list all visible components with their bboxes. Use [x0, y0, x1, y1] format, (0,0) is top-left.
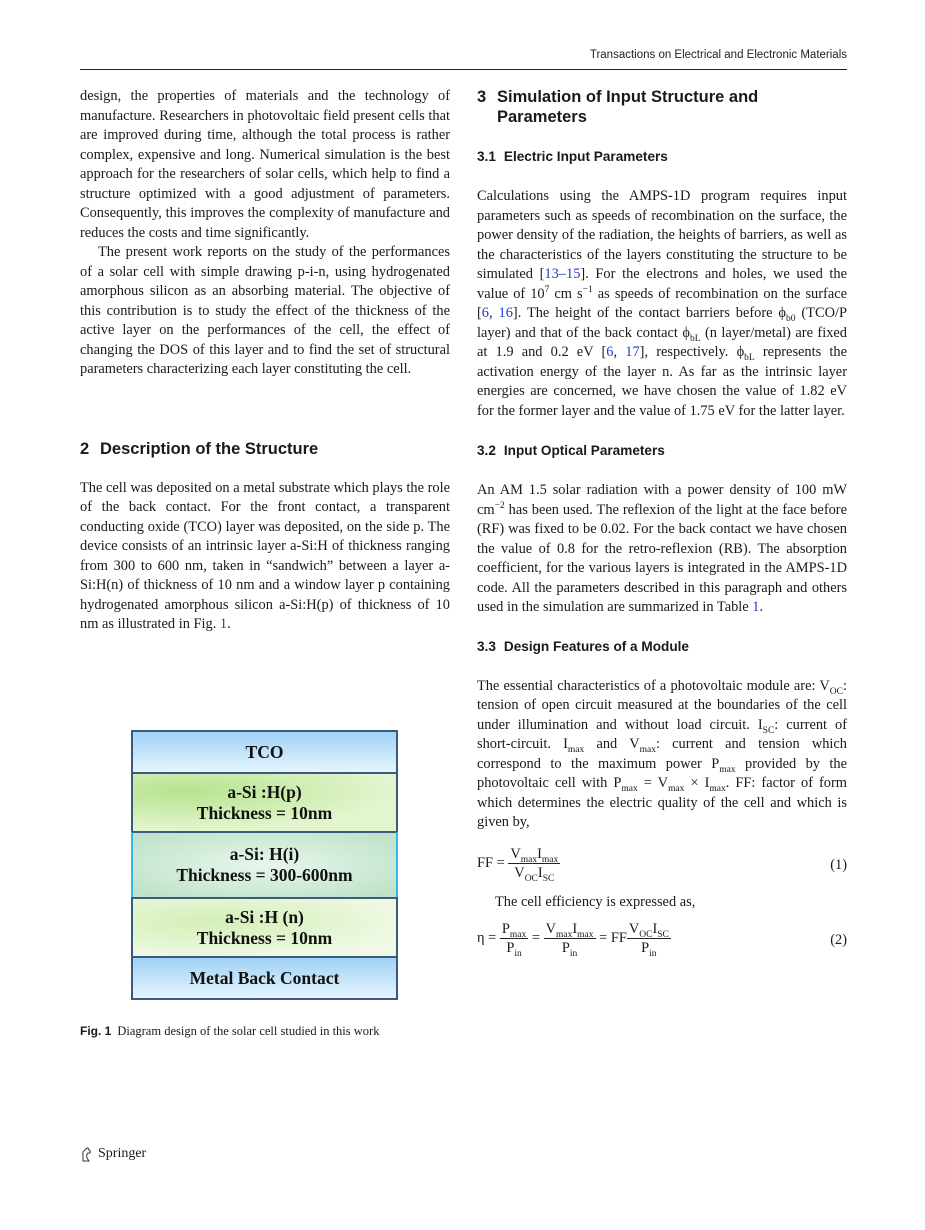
subsection-number: 3.2	[477, 443, 496, 458]
text-run: : current and tension which correspond to the maximum power P	[477, 736, 847, 772]
subsection-title: Input Optical Parameters	[503, 443, 665, 458]
symbol: P	[506, 940, 515, 956]
symbol: V	[510, 845, 521, 862]
symbol: I	[572, 921, 578, 937]
section-2-heading	[80, 439, 450, 459]
text-run: . FF: factor of form which determines the electric quality of the cell and which is given by,	[477, 775, 847, 830]
text-run: : tension of open circuit measured at the boundaries of the cell under illumination and without load circuit. I	[477, 677, 847, 733]
subscript: b0	[786, 313, 796, 324]
subsection-3-1-heading	[477, 148, 847, 166]
subscript: max	[709, 783, 726, 794]
subsection-3-3-paragraph	[477, 677, 847, 833]
citation-link[interactable]: 6	[481, 305, 489, 321]
symbol: V	[514, 864, 525, 881]
section-3-heading	[477, 87, 847, 127]
vi-max-fraction	[544, 920, 596, 957]
figure-label: Fig. 1	[80, 1024, 112, 1038]
text-run: cm s	[549, 285, 583, 302]
fraction-denominator	[512, 864, 556, 882]
subsection-title: Electric Input Parameters	[503, 149, 668, 164]
fraction-numerator	[500, 920, 528, 939]
citation-link[interactable]: 6	[606, 344, 614, 360]
layer-name: a-Si: H(i)	[229, 844, 300, 864]
fraction-numerator	[627, 920, 671, 939]
metal-back-contact-layer	[131, 956, 398, 1000]
equation-number: (1)	[830, 856, 847, 873]
section-title: Description of the Structure	[100, 439, 319, 458]
layer-thickness: Thickness = 10nm	[196, 802, 333, 823]
table-ref-link[interactable]: 1	[752, 599, 760, 615]
figure-ref-link[interactable]: 1	[219, 616, 228, 632]
fraction-denominator	[504, 939, 523, 957]
subsection-3-2-paragraph	[477, 481, 847, 618]
text-run: ], respectively. ϕ	[639, 344, 745, 360]
intro-paragraph-2: The present work reports on the study of the performances of a solar cell with simple drawing p-i-n, using hydrogenated amorphous silicon as an absorbing material. The objective of this contribution is to study the effect of the thickness of the active layer on the performances of the cell, the effect of changing the DOS of this layer and to find the set of structural parameters characterizing each layer constituting the cell.	[80, 244, 450, 377]
text-run: ,	[613, 344, 626, 360]
subsection-number: 3.3	[477, 638, 496, 654]
text-run: has been used. The reflexion of the light at the face before (RF) was fixed to be 0.02. For the back contact we have chosen the value of 0.8 for the retro-reflexion (RB). The absorption coefficient, for the various layers is integrated in the AMPS-1D code. All the parameters described in this paragraph and others used in the simulation are summarized in Table	[477, 501, 847, 615]
symbol: I	[537, 864, 543, 881]
section-number: 2	[80, 439, 90, 458]
subscript: SC	[762, 725, 775, 736]
subscript: max	[567, 744, 585, 755]
subscript: max	[577, 929, 594, 940]
layer-name: a-Si :H (n)	[225, 906, 304, 927]
equation-2	[477, 920, 847, 964]
equation-number: (2)	[830, 932, 847, 948]
subsection-title: Design Features of a Module	[503, 638, 689, 654]
symbol: P	[641, 940, 650, 956]
text-run: The cell was deposited on a metal substrate which plays the role of the back contact. For the front contact, a transparent conducting oxide (TCO) layer was deposited, on the side p. The device consists of an intrinsic layer a-Si:H of thickness ranging from 300 to 600 nm, taken in “sandwich” between a layer a-Si:H(n) of thickness of 10 nm and a window layer p containing hydrogenated amorphous silicon a-Si:H(p) of thickness of 10 nm as illustrated in Fig.	[80, 479, 450, 632]
subscript: max	[639, 744, 656, 755]
text-run: : current of short-circuit. I	[477, 716, 847, 752]
text-run: .	[759, 599, 764, 615]
text-run: = V	[637, 775, 669, 791]
subscript: bL	[689, 333, 701, 344]
subscript: OC	[829, 686, 843, 697]
layer-thickness: Thickness = 10nm	[196, 927, 333, 948]
text-run: An AM 1.5 solar radiation with a power density of 100 mW cm	[477, 482, 847, 518]
text-run: .	[227, 616, 231, 632]
subscript: max	[621, 783, 638, 794]
layer-name: a-Si :H(p)	[227, 781, 302, 802]
subscript: max	[555, 929, 573, 940]
section-number: 3	[477, 88, 487, 106]
ff-term: = FF	[599, 929, 627, 946]
subsection-3-3-heading	[477, 638, 847, 656]
subsection-number: 3.1	[477, 149, 496, 164]
subscript: max	[509, 929, 527, 940]
i-layer	[131, 831, 398, 899]
springer-horse-icon	[80, 1147, 92, 1162]
layer-name: TCO	[245, 741, 284, 762]
pmax-fraction	[500, 920, 528, 957]
layer-name: Metal Back Contact	[189, 967, 340, 988]
journal-name: Transactions on Electrical and Electronic Materials	[589, 49, 847, 61]
citation-link[interactable]: 17	[625, 344, 640, 360]
efficiency-text: The cell efficiency is expressed as,	[495, 893, 696, 910]
text-run: as speeds of recombination on the surface [	[477, 285, 847, 321]
footer	[80, 1146, 146, 1162]
subscript: in	[649, 948, 657, 959]
text-run: represents the activation energy of the layer n. As far as the intrinsic layer energies are concerned, we have chosen the value of 1.82 eV for the former layer and the value of 1.75 eV for the latter layer.	[477, 344, 847, 419]
section-2-paragraph	[80, 479, 450, 635]
header-rule	[80, 69, 847, 70]
fraction-denominator	[639, 939, 658, 957]
symbol: P	[561, 940, 570, 956]
solar-cell-diagram	[131, 730, 398, 1000]
text-run: ]. The height of the contact barriers before ϕ	[512, 305, 787, 321]
caption-text: Diagram design of the solar cell studied in this work	[117, 1024, 380, 1038]
superscript: 7	[544, 284, 550, 295]
equation-lhs: η =	[477, 929, 497, 946]
text-run: (n layer/metal) are fixed at 1.9 and 0.2 eV [	[477, 324, 847, 360]
citation-link[interactable]: 16	[498, 305, 513, 321]
voc-isc-fraction	[627, 920, 671, 957]
intro-paragraph-1: design, the properties of materials and the technology of manufacture. Researchers in photovoltaic field present cells that are improved during time, although the total process is rather complex, expensive and long. Numerical simulation is the best approach for the researchers of solar cells, which help to find a structure optimized with a good adjustment of parameters. Consequently, this improves the complexity of manufacture and reduces the costs and time significantly.	[80, 88, 450, 241]
subsection-3-2-heading	[477, 442, 847, 460]
publisher-name: Springer	[98, 1146, 147, 1161]
subscript: SC	[542, 873, 555, 884]
subscript: bL	[744, 352, 755, 363]
subscript: in	[514, 948, 522, 959]
text-run: ]. For the electrons and holes, we used the value of 10	[477, 266, 847, 302]
citation-link[interactable]: 13–15	[544, 266, 581, 282]
fraction-denominator	[560, 939, 579, 957]
subscript: in	[569, 948, 578, 959]
equals-sign: =	[531, 929, 540, 946]
symbol: P	[501, 921, 510, 937]
layer-thickness: Thickness = 300-600nm	[176, 865, 353, 885]
symbol: I	[652, 921, 658, 937]
text-run: ,	[489, 305, 499, 321]
text-run: × I	[684, 775, 710, 791]
subscript: OC	[639, 929, 653, 940]
fraction-numerator	[544, 920, 596, 939]
superscript: −1	[582, 284, 593, 295]
symbol: V	[545, 921, 556, 937]
symbol: I	[537, 845, 542, 862]
text-run: and V	[584, 736, 640, 752]
subscript: max	[668, 783, 685, 794]
figure-caption	[80, 1024, 379, 1039]
text-run: (TCO/P layer) and that of the back contact ϕ	[477, 305, 847, 341]
tco-layer	[131, 730, 398, 774]
section-title: Simulation of Input Structure and Parameters	[497, 88, 759, 126]
p-layer	[131, 772, 398, 833]
superscript: −2	[494, 500, 505, 511]
subscript: max	[719, 764, 736, 775]
left-column	[80, 87, 450, 635]
text-run: Calculations using the AMPS-1D program requires input parameters such as speeds of recombination on the surface, the power density of the radiation, the heights of barriers, as well as the characteristics of the layers constituting the structure to be simulated [	[477, 188, 847, 282]
text-run: provided by the photovoltaic cell with P	[477, 755, 847, 791]
subscript: max	[541, 854, 559, 865]
equation-1	[477, 845, 847, 889]
subsection-3-1-paragraph	[477, 187, 847, 421]
subscript: SC	[657, 929, 669, 940]
subscript: max	[520, 854, 538, 865]
right-column	[477, 87, 847, 964]
subscript: OC	[524, 873, 538, 884]
n-layer	[131, 897, 398, 958]
equation-lhs: FF =	[477, 854, 505, 871]
fraction-numerator	[508, 845, 560, 864]
symbol: V	[628, 921, 640, 937]
text-run: The essential characteristics of a photovoltaic module are: V	[477, 677, 830, 694]
ff-fraction	[508, 845, 560, 882]
